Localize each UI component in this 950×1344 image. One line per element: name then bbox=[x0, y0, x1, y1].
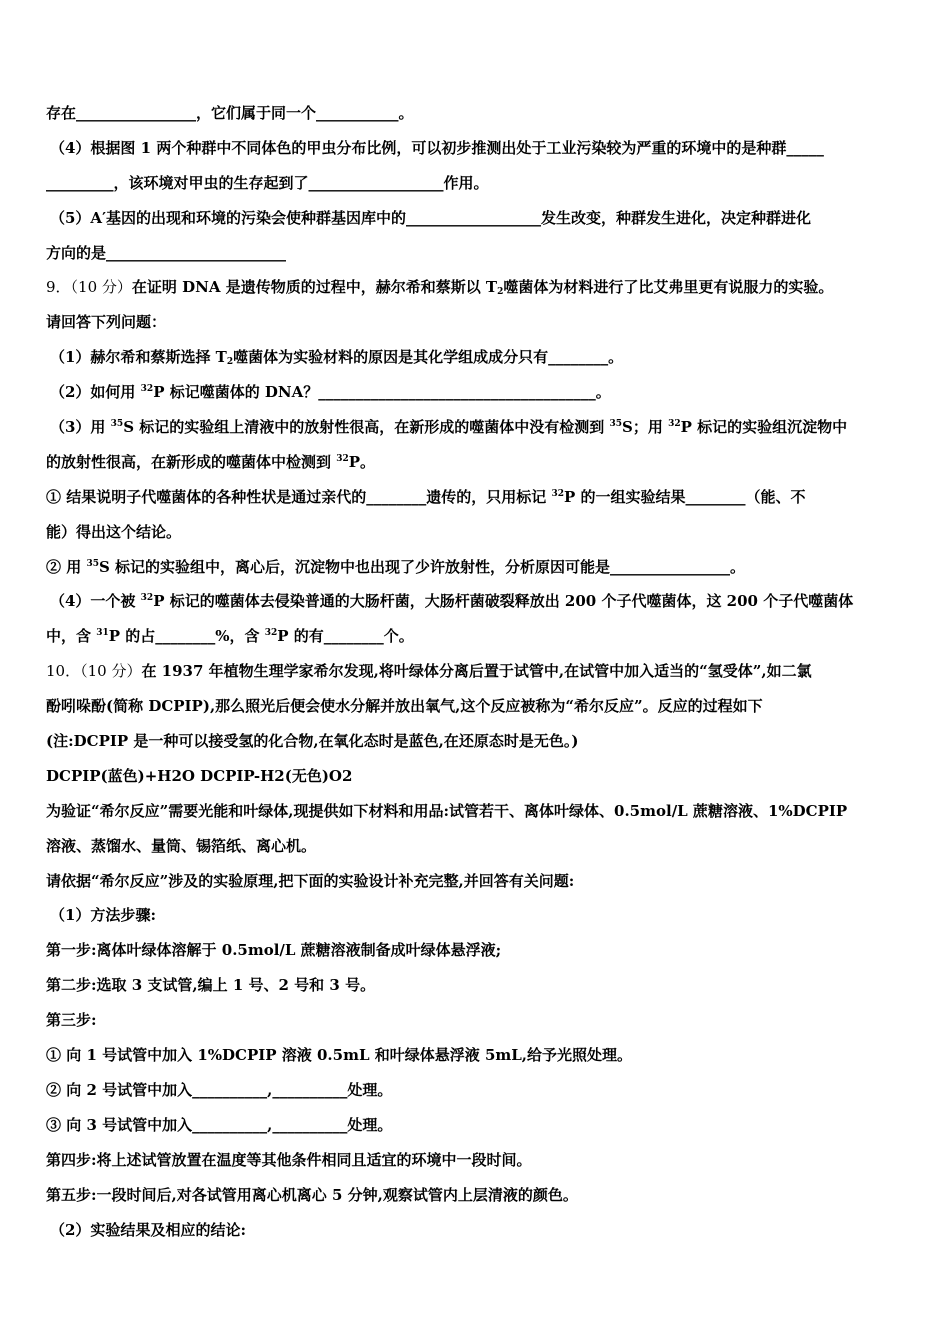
sub-question: ① 结果说明子代噬菌体的各种性状是通过亲代的________遗传的，只用标记 bbox=[46, 487, 552, 506]
text-line: 第二步:选取 3 支试管,编上 1 号、2 号和 3 号。 bbox=[46, 976, 376, 995]
text-line bbox=[46, 586, 904, 621]
text-line: ① 向 1 号试管中加入 1%DCPIP 溶液 0.5mL 和叶绿体悬浮液 5mL,给予光照处理。 bbox=[46, 1046, 633, 1065]
superscript: 32 bbox=[668, 419, 681, 430]
sub-question: 噬菌体为实验材料的原因是其化学组成成分只有________。 bbox=[233, 348, 624, 367]
sub-question: ② 用 bbox=[46, 557, 87, 576]
sub-question: S 标记的实验组中，离心后，沉淀物中也出现了少许放射性，分析原因可能是________________。 bbox=[98, 557, 746, 576]
sub-question: S；用 bbox=[622, 418, 669, 437]
question-number: 9． bbox=[46, 278, 71, 297]
text-line: 方向的是________________________ bbox=[46, 243, 287, 262]
question-stem: 在 1937 年植物生理学家希尔发现,将叶绿体分离后置于试管中,在试管中加入适当的“氢受体”,如二氯 bbox=[141, 662, 812, 681]
text-line: ② 向 2 号试管中加入__________,__________处理。 bbox=[46, 1080, 393, 1099]
text-line: 存在________________，它们属于同一个___________。 bbox=[46, 104, 414, 122]
superscript: 31 bbox=[96, 628, 109, 639]
sub-question: P 的一组实验结果________（能、不 bbox=[563, 487, 806, 506]
sub-question: （2）如何用 bbox=[50, 383, 141, 402]
text-line bbox=[46, 342, 904, 377]
text-line: 溶液、蒸馏水、量筒、锡箔纸、离心机。 bbox=[46, 836, 317, 855]
text-line: 第三步: bbox=[46, 1011, 97, 1030]
text-line bbox=[46, 272, 904, 307]
text-line: 为验证“希尔反应”需要光能和叶绿体,现提供如下材料和用品:试管若干、离体叶绿体、0.5mol/L 蔗糖溶液、1%DCPIP bbox=[46, 801, 848, 820]
superscript: 35 bbox=[609, 419, 623, 430]
superscript: 32 bbox=[140, 593, 154, 604]
superscript: 32 bbox=[264, 628, 278, 639]
sub-question: P 标记的噬菌体去侵染普通的大肠杆菌，大肠杆菌破裂释放出 200 个子代噬菌体，这 200 个子代噬菌体 bbox=[153, 592, 854, 611]
sub-question: 的放射性很高，在新形成的噬菌体中检测到 bbox=[46, 452, 337, 471]
text-line: 酚吲哚酚(简称 DCPIP),那么照光后便会使水分解并放出氧气,这个反应被称为“希尔反应”。反应的过程如下 bbox=[46, 697, 763, 716]
text-line: 第五步:一段时间后,对各试管用离心机离心 5 分钟,观察试管内上层清液的颜色。 bbox=[46, 1185, 578, 1204]
text-line: （2）实验结果及相应的结论: bbox=[50, 1220, 246, 1239]
sub-question: P 标记的实验组沉淀物中 bbox=[680, 418, 848, 437]
text-line: 能）得出这个结论。 bbox=[46, 522, 182, 541]
text-line bbox=[46, 656, 904, 691]
sub-question: （3）用 bbox=[50, 418, 111, 437]
question-score: （10 分） bbox=[70, 278, 132, 297]
text-line bbox=[46, 412, 904, 447]
text-line: 第一步:离体叶绿体溶解于 0.5mol/L 蔗糖溶液制备成叶绿体悬浮液; bbox=[46, 941, 502, 960]
text-line: (注:DCPIP 是一种可以接受氢的化合物,在氧化态时是蓝色,在还原态时是无色。) bbox=[46, 732, 579, 751]
superscript: 32 bbox=[140, 384, 154, 395]
question-stem: 噬菌体为材料进行了比艾弗里更有说服力的实验。 bbox=[503, 278, 834, 297]
text-line: （1）方法步骤: bbox=[50, 906, 156, 925]
sub-question: （1）赫尔希和蔡斯选择 T bbox=[50, 348, 227, 367]
text-line: ③ 向 3 号试管中加入__________,__________处理。 bbox=[46, 1115, 393, 1134]
text-line bbox=[46, 621, 904, 656]
subscript: 2 bbox=[226, 357, 234, 368]
sub-question: （4）一个被 bbox=[50, 592, 141, 611]
text-line: （4）根据图 1 两个种群中不同体色的甲虫分布比例，可以初步推测出处于工业污染较为严重的环境中的是种群_____ bbox=[50, 138, 824, 157]
superscript: 32 bbox=[551, 488, 564, 499]
question-score: （10 分） bbox=[80, 662, 142, 681]
text-line: 第四步:将上述试管放置在温度等其他条件相同且适宜的环境中一段时间。 bbox=[46, 1150, 532, 1169]
superscript: 35 bbox=[110, 419, 124, 430]
subscript: 2 bbox=[497, 287, 504, 298]
sub-question: 中，含 bbox=[46, 627, 97, 646]
superscript: 35 bbox=[86, 558, 99, 569]
text-line: _________，该环境对甲虫的生存起到了__________________作用。 bbox=[46, 173, 489, 192]
text-line bbox=[46, 482, 904, 517]
text-line: 请回答下列问题： bbox=[46, 313, 167, 332]
question-number: 10． bbox=[46, 662, 81, 681]
sub-question: S 标记的实验组上清液中的放射性很高，在新形成的噬菌体中没有检测到 bbox=[123, 418, 610, 437]
text-line: （5）A′基因的出现和环境的污染会使种群基因库中的__________________发生改变，种群发生进化，决定种群进化 bbox=[50, 208, 812, 227]
text-line bbox=[46, 447, 904, 482]
sub-question: P 的有________个。 bbox=[277, 627, 414, 646]
question-stem: 在证明 DNA 是遗传物质的过程中，赫尔希和蔡斯以 T bbox=[131, 278, 498, 297]
sub-question: P。 bbox=[348, 452, 376, 471]
text-line: DCPIP(蓝色)+H2O DCPIP-H2(无色)O2 bbox=[46, 766, 353, 785]
text-line: 请依据“希尔反应”涉及的实验原理,把下面的实验设计补充完整,并回答有关问题: bbox=[46, 871, 575, 890]
text-line bbox=[46, 552, 904, 587]
sub-question: P 的占________%，含 bbox=[108, 627, 265, 646]
text-line bbox=[46, 377, 904, 412]
sub-question: P 标记噬菌体的 DNA？_____________________________________。 bbox=[153, 383, 611, 402]
superscript: 32 bbox=[336, 453, 349, 464]
